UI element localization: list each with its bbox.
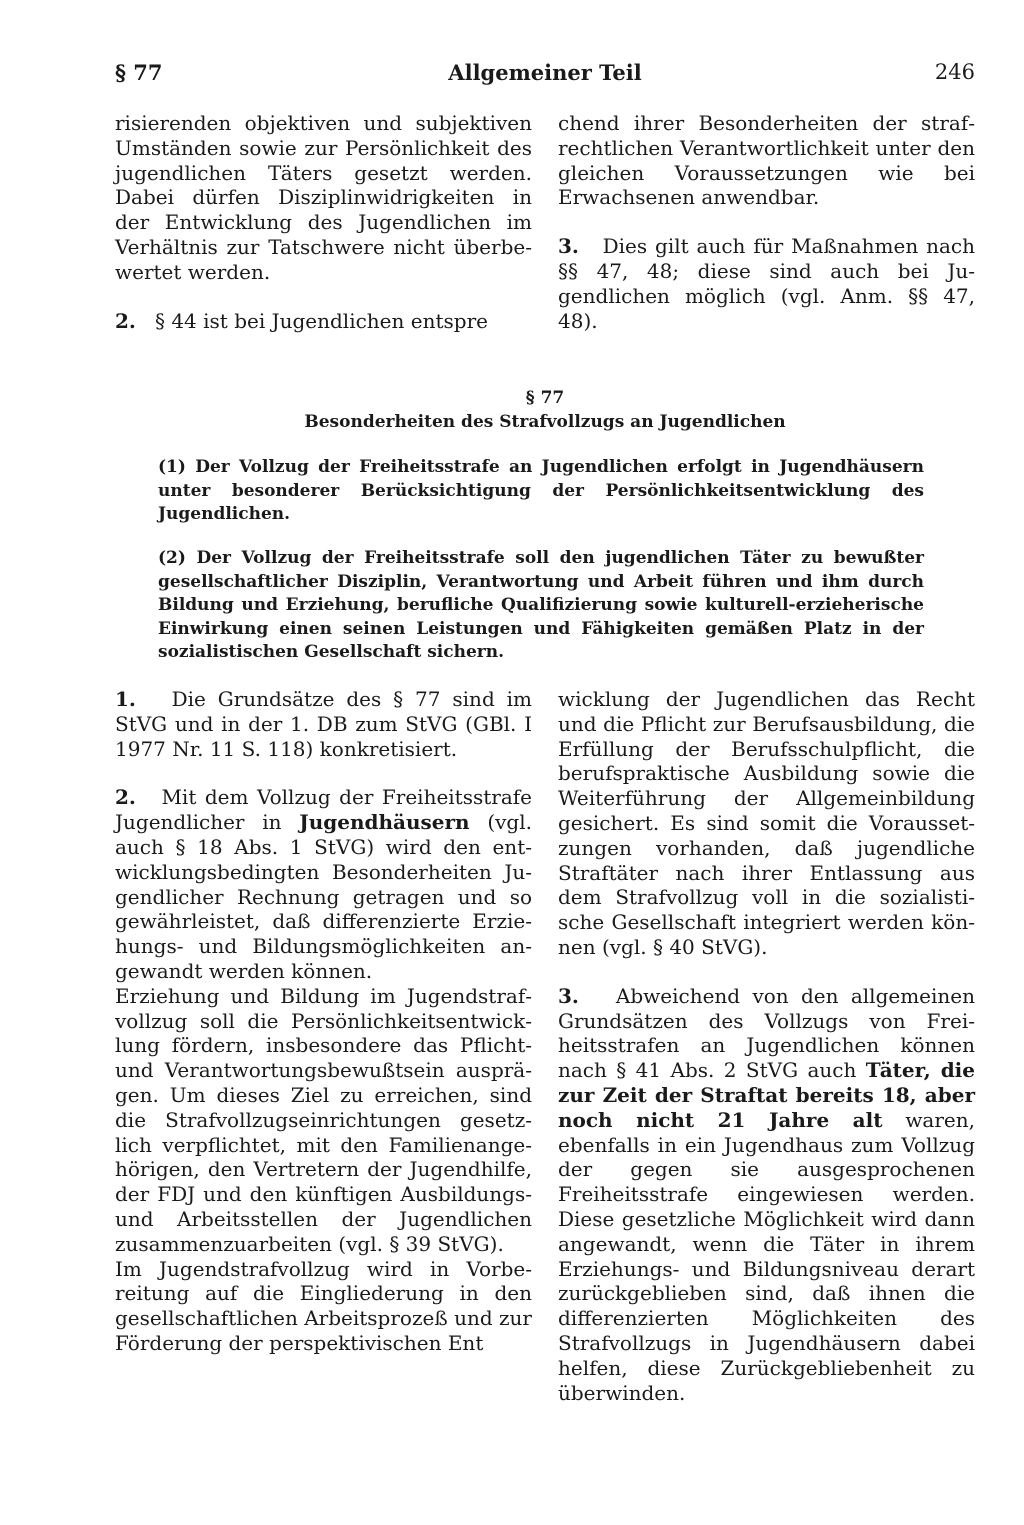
note-number: 3. xyxy=(558,983,579,1008)
note-text: waren, ebenfalls in ein Jugendhaus zum Vollzug der gegen sie ausgesprochenen Freiheitsstrafe eingewiesen werden. Diese gesetzliche Möglichkeit wird dann angewandt, wenn die Täter in ihrem Erziehungs- und Bildungsniveau derart zurückgeblieben sind, daß ihnen die differenzierten Möglichkeiten des Strafvollzugs in Jugendhäusern dabei helfen, diese Zurückgebliebenheit zu überwinden. xyxy=(558,1107,975,1405)
law-paragraph-1: (1) Der Vollzug der Freiheitsstrafe an Jugendlichen erfolgt in Jugendhäusern unter besonderer Berücksichtigung der Persönlichkeitsentwicklung des Jugendlichen. xyxy=(158,457,924,524)
header-section: § 77 xyxy=(115,60,163,85)
header-title: Allgemeiner Teil xyxy=(448,60,642,85)
note-number: 1. xyxy=(115,687,136,711)
note-number: 3. xyxy=(558,234,579,259)
note-text: § 44 ist bei Jugendlichen entspre xyxy=(154,308,488,333)
note-text: Abweichend von den allgemeinen Grundsätzen des Vollzugs von Freiheitsstrafen an Jugendlichen können nach § 41 Abs. 2 StVG auch xyxy=(558,983,975,1083)
commentary-note-2 xyxy=(115,309,532,334)
note-number: 2. xyxy=(115,785,136,810)
commentary-paragraph: Im Jugendstrafvollzug wird in Vorbereitung auf die Eingliederung in den gesellschaftlichen Arbeitsprozeß und zur Förderung der perspektivischen Ent xyxy=(115,1256,532,1355)
commentary-continuation: risierenden objektiven und subjektiven Umständen sowie zur Persönlichkeit des jugendlichen Täters gesetzt werden. Dabei dürfen Disziplinwidrigkeiten in der Entwicklung des Jugendlichen im Verhältnis zur Tatschwere nicht überbewertet werden. xyxy=(115,111,532,284)
emphasis-text: Täter, die zur Zeit der Straftat bereits 18, aber noch nicht 21 Jahre alt xyxy=(558,1058,976,1132)
commentary-continuation: chend ihrer Besonderheiten der strafrechtlichen Verantwortlichkeit unter den gleichen Voraussetzungen wie bei Erwachsenen anwendbar. xyxy=(558,111,975,210)
note-text: Die Grundsätze des § 77 sind im StVG und in der 1. DB zum StVG (GBl. I 1977 Nr. 11 S. 118) konkretisiert. xyxy=(115,687,533,761)
law-section-title: Besonderheiten des Strafvollzugs an Jugendlichen xyxy=(304,412,786,432)
note-number: 2. xyxy=(115,308,136,333)
bottom-right-column xyxy=(558,687,975,1405)
page-number: 246 xyxy=(934,60,975,84)
note-text: (vgl. auch § 18 Abs. 1 StVG) wird den entwicklungsbedingten Besonderheiten Jugendlicher Rechnung getragen und so gewährleistet, daß differenzierte Erziehungs- und Bildungsmöglichkeiten angewandt werden können. xyxy=(115,810,532,983)
commentary-continuation: wicklung der Jugendlichen das Recht und die Pflicht zur Berufsausbildung, die Erfüllung der Berufsschulpflicht, die berufspraktische Ausbildung sowie die Weiterführung der Allgemeinbildung gesichert. Es sind somit die Voraussetzungen vorhanden, daß jugendliche Straftäter nach ihrer Entlassung aus dem Strafvollzug voll in die sozialistische Gesellschaft integriert werden können (vgl. § 40 StVG). xyxy=(558,687,975,959)
bottom-left-column xyxy=(115,687,532,1356)
note-text: Dies gilt auch für Maßnahmen nach §§ 47, 48; diese sind auch bei Jugendlichen möglich (vgl. Anm. §§ 47, 48). xyxy=(558,234,975,333)
commentary-note-3 xyxy=(558,234,975,333)
top-right-column xyxy=(558,111,975,333)
commentary-note-3 xyxy=(558,984,975,1406)
commentary-note-1 xyxy=(115,687,532,761)
commentary-paragraph: Erziehung und Bildung im Jugendstrafvollzug soll die Persönlichkeitsentwicklung fördern, insbesondere das Pflicht- und Verantwortungsbewußtsein ausprägen. Um dieses Ziel zu erreichen, sind die Strafvollzugseinrichtungen gesetzlich verpflichtet, mit den Familienangehörigen, den Vertretern der Jugendhilfe, der FDJ und den künftigen Ausbildungs- und Arbeitsstellen der Jugendlichen zusammenzuarbeiten (vgl. § 39 StVG). xyxy=(115,983,532,1256)
law-section-number: § 77 xyxy=(525,388,565,408)
commentary-note-2 xyxy=(115,785,532,983)
page-header xyxy=(115,60,975,90)
note-text: Mit dem Vollzug der Freiheitsstrafe Jugendlicher in xyxy=(115,785,533,835)
emphasis-text: Jugendhäusern xyxy=(299,810,470,835)
top-left-column xyxy=(115,111,532,333)
law-paragraph-2: (2) Der Vollzug der Freiheitsstrafe soll den jugendlichen Täter zu bewußter gesellschaftlicher Disziplin, Verantwortung und Arbeit führen und ihm durch Bildung und Erziehung, berufliche Qualifizierung sowie kulturell-erzieherische Einwirkung einen seinen Leistungen und Fähigkeiten gemäßen Platz in der sozialistischen Gesellschaft sichern. xyxy=(158,548,924,662)
